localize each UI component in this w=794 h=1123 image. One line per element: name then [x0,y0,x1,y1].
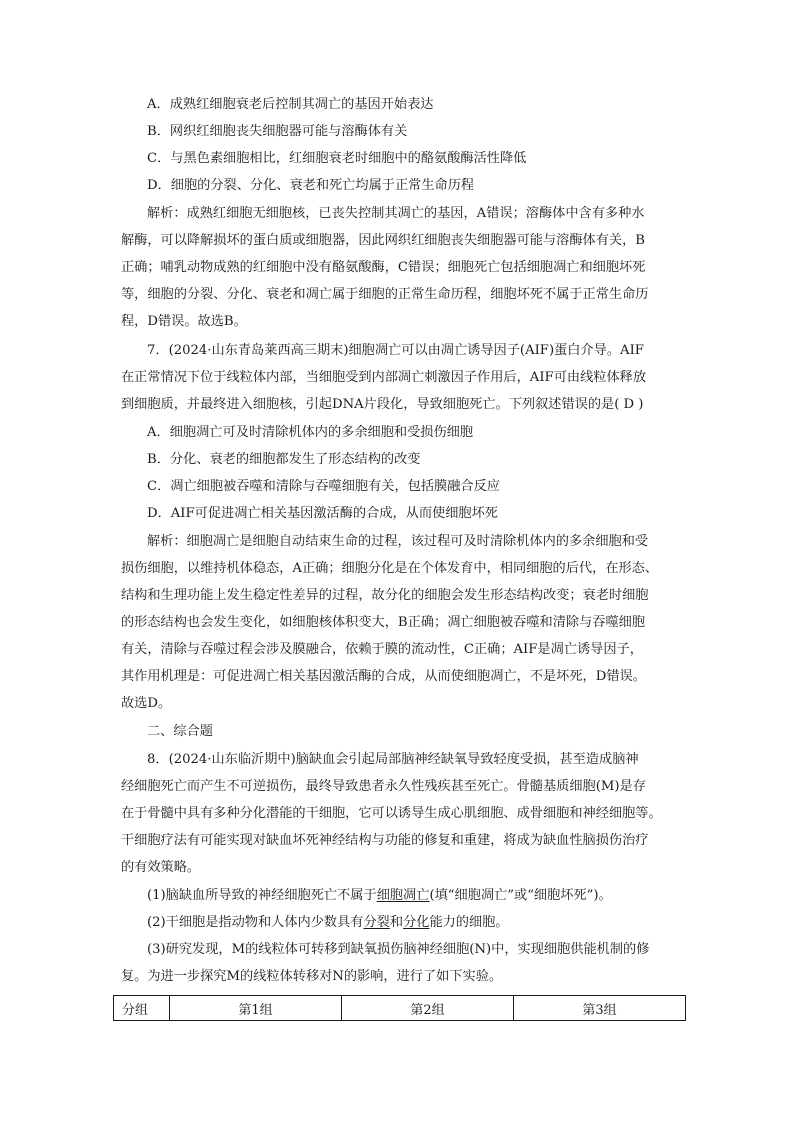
q6-option-a: A．成熟红细胞衰老后控制其凋亡的基因开始表达 [147,97,434,112]
q7-analysis-line: 损伤细胞，以维持机体稳态，A正确；细胞分化是在个体发育中，相同细胞的后代，在形态、 [121,561,659,576]
q8-stem-line: 8．(2024·山东临沂期中)脑缺血会引起局部脑神经缺氧导致轻度受损，甚至造成脑神 [147,752,639,767]
q8-stem-line: 干细胞疗法有可能实现对缺血坏死神经结构与功能的修复和重建，将成为缺血性脑损伤治疗 [121,833,649,848]
q6-option-d: D．细胞的分裂、分化、衰老和死亡均属于正常生命历程 [147,178,475,193]
experiment-table [113,995,686,1021]
q8-sub2-answer-2: 分化 [403,915,430,930]
q8-sub1 [147,887,612,905]
q8-sub2-text: (2)干细胞是指动物和人体内少数具有 [147,915,364,930]
q8-stem-line: 经细胞死亡而产生不可逆损伤，最终导致患者永久性残疾甚至死亡。骨髓基质细胞(M)是存 [121,779,646,794]
table-header-cell: 第1组 [170,996,342,1021]
table-header-cell: 分组 [114,996,170,1021]
q7-analysis-line: 有关，清除与吞噬过程会涉及膜融合，依赖于膜的流动性，C正确；AIF是凋亡诱导因子， [121,642,643,657]
q7-stem-line: 7．(2024·山东青岛莱西高三期末)细胞凋亡可以由凋亡诱导因子(AIF)蛋白介导。AIF [147,343,644,358]
q8-sub1-answer: 细胞凋亡 [376,888,430,903]
q7-option-a: A．细胞凋亡可及时清除机体内的多余细胞和受损伤细胞 [147,425,474,440]
q6-option-c: C．与黑色素细胞相比，红细胞衰老时细胞中的酪氨酸酶活性降低 [147,151,527,166]
q7-option-c: C．凋亡细胞被吞噬和清除与吞噬细胞有关，包括膜融合反应 [147,479,500,494]
q7-analysis-line: 结构和生理功能上发生稳定性差异的过程，故分化的细胞会发生形态结构改变；衰老时细胞 [121,588,649,603]
q7-analysis-line: 故选D。 [121,696,172,711]
q6-analysis-line: 解析：成熟红细胞无细胞核，已丧失控制其凋亡的基因，A错误；溶酶体中含有多种水 [147,206,645,221]
q7-option-b: B．分化、衰老的细胞都发生了形态结构的改变 [147,452,421,467]
section-title: 二、综合题 [147,724,213,739]
q6-analysis-line: 程，D错误。故选B。 [121,314,247,329]
q8-sub3-line: (3)研究发现，M的线粒体可转移到缺氧损伤脑神经细胞(N)中，实现细胞供能机制的修 [147,942,650,957]
q8-stem-line: 在于骨髓中具有多种分化潜能的干细胞，它可以诱导生成心肌细胞、成骨细胞和神经细胞等。 [121,806,662,821]
q6-analysis-line: 解酶，可以降解损坏的蛋白质或细胞器，因此网织红细胞丧失细胞器可能与溶酶体有关，B [121,233,645,248]
q8-sub1-hint: (填“细胞凋亡”或“细胞坏死”)。 [429,888,612,903]
q8-sub2 [147,914,509,932]
q7-analysis-line: 其作用机理是：可促进凋亡相关基因激活酶的合成，从而使细胞凋亡，不是坏死，D错误。 [121,669,646,684]
q8-sub2-answer-1: 分裂 [363,915,390,930]
q7-analysis-line: 的形态结构也会发生变化，如细胞核体积变大，B正确；凋亡细胞被吞噬和清除与吞噬细胞 [121,615,645,630]
q8-sub2-joiner: 和 [389,915,404,930]
q7-stem-line: 在正常情况下位于线粒体内部，当细胞受到内部凋亡刺激因子作用后，AIF可由线粒体释放 [121,370,647,385]
q8-stem-line: 的有效策略。 [121,860,201,875]
table-header-row [114,996,686,1021]
q7-stem-line: 到细胞质，并最终进入细胞核，引起DNA片段化，导致细胞死亡。下列叙述错误的是( D ) [121,397,644,412]
q6-analysis-line: 正确；哺乳动物成熟的红细胞中没有酪氨酸酶，C错误；细胞死亡包括细胞凋亡和细胞坏死 [121,260,646,275]
q6-option-b: B．网织红细胞丧失细胞器可能与溶酶体有关 [147,124,408,139]
table-header-cell: 第3组 [514,996,686,1021]
q8-sub1-text: (1)脑缺血所导致的神经细胞死亡不属于 [147,888,377,903]
q7-analysis-line: 解析：细胞凋亡是细胞自动结束生命的过程，该过程可及时清除机体内的多余细胞和受 [147,534,649,549]
q8-sub3-line: 复。为进一步探究M的线粒体转移对N的影响，进行了如下实验。 [121,969,503,984]
q8-sub2-tail: 能力的细胞。 [429,915,509,930]
table-header-cell: 第2组 [342,996,514,1021]
q6-analysis-line: 等，细胞的分裂、分化、衰老和凋亡属于细胞的正常生命历程，细胞坏死不属于正常生命历 [121,287,649,302]
q7-option-d: D．AIF可促进凋亡相关基因激活酶的合成，从而使细胞坏死 [147,506,498,521]
